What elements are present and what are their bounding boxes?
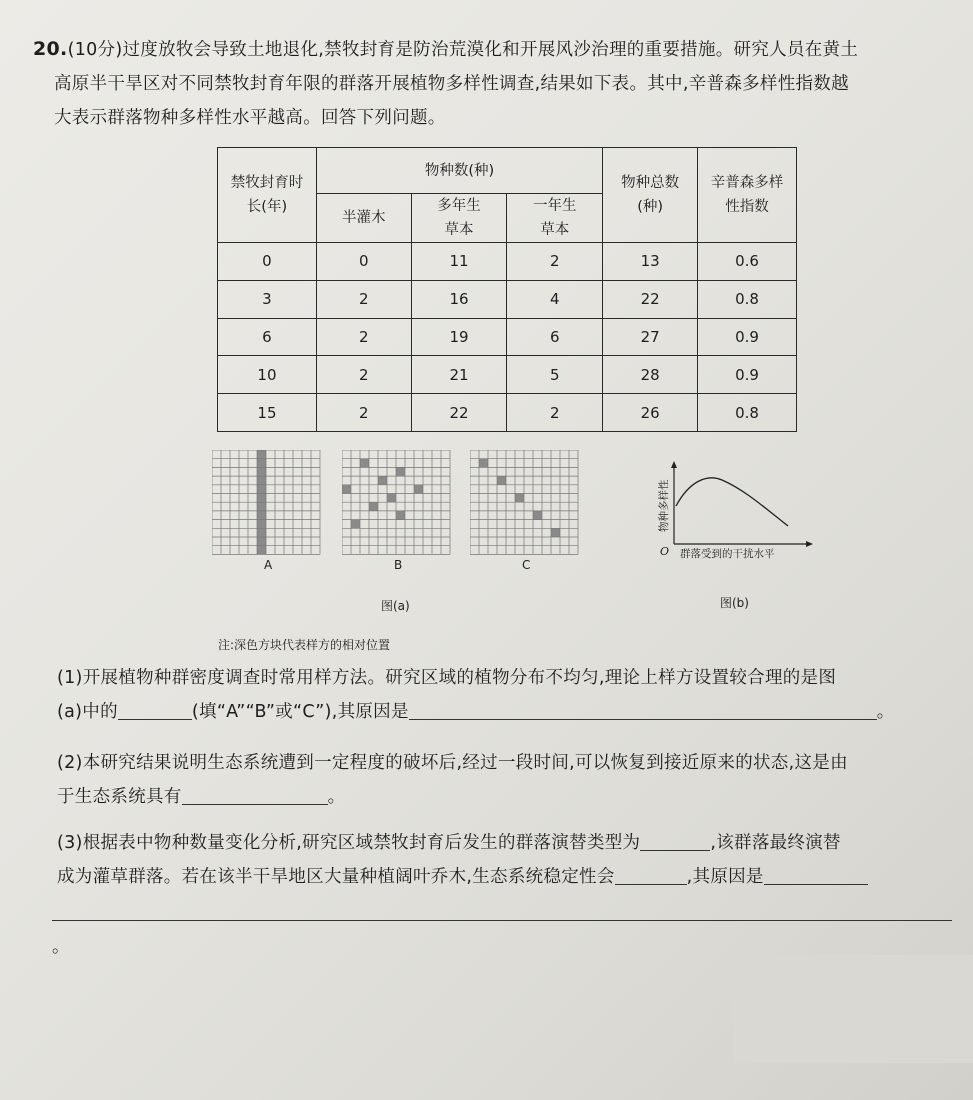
q3-answer-blank-2[interactable] [615, 866, 687, 885]
table-cell: 0 [218, 243, 317, 281]
quadrat-cell [515, 494, 524, 503]
diversity-curve-figure [650, 458, 820, 568]
table-row [218, 318, 797, 356]
table-cell: 0.8 [698, 394, 797, 432]
header-shrub: 半灌木 [316, 194, 411, 243]
q3-answer-blank-3[interactable] [764, 866, 868, 885]
q1-end: 。 [876, 702, 895, 722]
quadrat-cell [387, 494, 396, 503]
q3-answer-blank-4[interactable] [52, 902, 952, 921]
data-table [217, 147, 797, 432]
figure-note: 注:深色方块代表样方的相对位置 [218, 638, 391, 652]
q3-answer-blank-1[interactable] [640, 832, 710, 851]
quadrat-cell [533, 511, 542, 520]
sampling-grid-a [212, 450, 324, 558]
q3-line-1b: ,该群落最终演替 [710, 833, 841, 853]
y-axis-label: 物种多样性 [658, 479, 670, 532]
table-cell: 0 [316, 243, 411, 281]
table-cell: 2 [507, 394, 603, 432]
table-cell: 2 [316, 394, 411, 432]
grid-label-a: A [264, 558, 273, 572]
q1-answer-blank-1[interactable] [118, 701, 192, 720]
q3-line-2b: ,其原因是 [686, 867, 764, 887]
sampling-grid-b [342, 450, 454, 558]
table-cell: 0.8 [698, 280, 797, 318]
intro-line-2: 高原半干旱区对不同禁牧封育年限的群落开展植物多样性调查,结果如下表。其中,辛普森多样性指数越 [54, 74, 849, 94]
table-row [218, 394, 797, 432]
table-cell: 2 [316, 280, 411, 318]
table-cell: 22 [411, 394, 507, 432]
q2-line-2: 于生态系统具有 [57, 787, 182, 807]
sub-question-2 [57, 746, 967, 814]
header-annual: 一年生草本 [507, 194, 603, 243]
table-cell: 28 [603, 356, 698, 394]
quadrat-cell [378, 476, 387, 485]
quadrat-cell [360, 459, 369, 468]
intro-line-1: (10分)过度放牧会导致土地退化,禁牧封育是防治荒漠化和开展风沙治理的重要措施。研究人员在黄土 [67, 40, 859, 60]
quadrat-cell [479, 459, 488, 468]
q1-line-2b: (填“A”“B”或“C”),其原因是 [191, 702, 409, 722]
q1-line-1: (1)开展植物种群密度调查时常用样方法。研究区域的植物分布不均匀,理论上样方设置较合理的是图 [57, 668, 837, 688]
table-cell: 3 [218, 280, 317, 318]
table-cell: 11 [411, 243, 507, 281]
grid-label-c: C [522, 558, 531, 572]
table-cell: 0.9 [698, 318, 797, 356]
table-cell: 6 [218, 318, 317, 356]
table-cell: 13 [603, 243, 698, 281]
question-number: 20. [33, 38, 68, 60]
grid-label-b: B [394, 558, 403, 572]
table-cell: 26 [603, 394, 698, 432]
table-cell: 2 [316, 356, 411, 394]
table-row [218, 280, 797, 318]
table-cell: 10 [218, 356, 317, 394]
figure-a-caption: 图(a) [381, 599, 410, 613]
header-years: 禁牧封育时长(年) [218, 148, 317, 243]
table-cell: 21 [411, 356, 507, 394]
x-axis-arrow [806, 541, 813, 547]
x-axis-label: 群落受到的干扰水平 [680, 548, 775, 560]
header-species-group: 物种数(种) [316, 148, 602, 194]
table-row [218, 356, 797, 394]
table-cell: 19 [411, 318, 507, 356]
quadrat-cell [551, 528, 560, 537]
header-total: 物种总数(种) [603, 148, 698, 243]
table-cell: 2 [316, 318, 411, 356]
header-perennial: 多年生草本 [411, 194, 507, 243]
table-cell: 4 [507, 280, 603, 318]
table-cell: 22 [603, 280, 698, 318]
figure-b-caption: 图(b) [720, 596, 749, 610]
q2-line-1: (2)本研究结果说明生态系统遭到一定程度的破坏后,经过一段时间,可以恢复到接近原来的状态,这是由 [57, 753, 848, 773]
intro-line-3: 大表示群落物种多样性水平越高。回答下列问题。 [54, 108, 446, 128]
table-cell: 0.9 [698, 356, 797, 394]
q3-continuation-line [52, 896, 967, 964]
table-cell: 5 [507, 356, 603, 394]
table-cell: 15 [218, 394, 317, 432]
table-cell: 6 [507, 318, 603, 356]
quadrat-cell [369, 502, 378, 511]
y-axis-arrow [671, 461, 677, 468]
table-cell: 16 [411, 280, 507, 318]
sampling-grid-c [470, 450, 582, 558]
quadrat-cell [351, 520, 360, 529]
quadrat-cell [396, 467, 405, 476]
quadrat-cell [414, 485, 423, 494]
question-intro [33, 32, 963, 135]
q2-answer-blank[interactable] [182, 786, 328, 805]
quadrat-cell [497, 476, 506, 485]
table-cell: 27 [603, 318, 698, 356]
blurred-region [733, 955, 973, 1063]
q1-answer-blank-2[interactable] [409, 701, 877, 720]
table-cell: 0.6 [698, 243, 797, 281]
header-simpson: 辛普森多样性指数 [698, 148, 797, 243]
q1-line-2a: (a)中的 [57, 702, 118, 722]
diversity-curve [676, 478, 788, 526]
q3-end: 。 [52, 937, 70, 957]
q3-line-1a: (3)根据表中物种数量变化分析,研究区域禁牧封育后发生的群落演替类型为 [57, 833, 641, 853]
quadrat-cell [342, 485, 351, 494]
origin-label: O [660, 545, 670, 558]
q3-line-2a: 成为灌草群落。若在该半干旱地区大量种植阔叶乔木,生态系统稳定性会 [57, 867, 615, 887]
sub-question-3 [57, 826, 972, 894]
quadrat-cell [396, 511, 405, 520]
table-row [218, 243, 797, 281]
table-cell: 2 [507, 243, 603, 281]
q2-end: 。 [327, 787, 346, 807]
sub-question-1 [57, 661, 967, 729]
